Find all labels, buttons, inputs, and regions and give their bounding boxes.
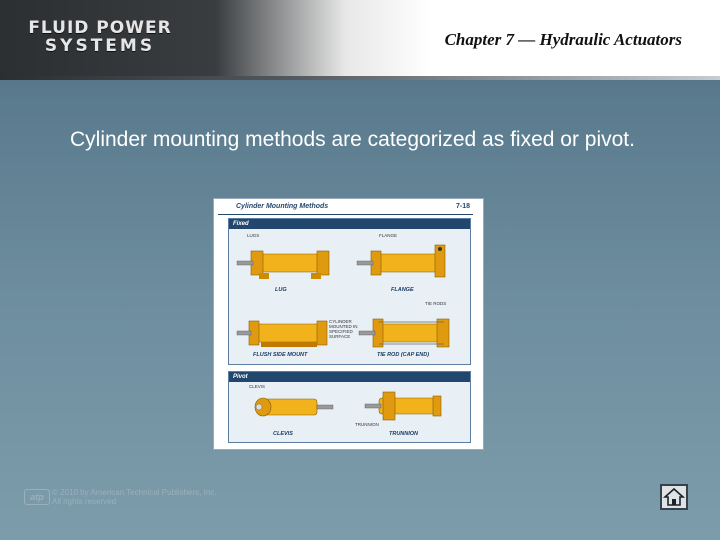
lugs-callout: LUGS (247, 233, 260, 238)
copyright-line2: All rights reserved (52, 497, 117, 506)
home-button[interactable] (660, 484, 688, 510)
home-icon (662, 486, 686, 508)
pivot-panel-label: Pivot (229, 372, 470, 382)
clevis-callout: CLEVIS (249, 384, 266, 389)
copyright-line1: © 2010 by American Technical Publishers, Inc. (52, 488, 217, 497)
figure-title: Cylinder Mounting Methods (236, 203, 329, 210)
trunnion-cylinder-drawing (365, 392, 441, 420)
pivot-mounts-illustration (229, 382, 470, 442)
slide-body-text: Cylinder mounting methods are categorized as fixed or pivot. (70, 128, 635, 151)
logo-line1: FLUID POWER (28, 18, 172, 38)
tie-rod-cap-end-label: TIE ROD (CAP END) (377, 352, 430, 358)
surface-callout: CYLINDER MOUNTED IN SPECIFIED SURFACE (329, 319, 358, 339)
fixed-mounts-panel (228, 218, 471, 365)
tie-rod-cylinder-drawing (359, 319, 449, 347)
lug-cylinder-drawing (237, 251, 329, 279)
cylinder-mounting-figure (213, 198, 484, 450)
atp-logo: atp (24, 489, 50, 505)
trunnion-label: TRUNNION (389, 431, 419, 437)
chapter-title: Chapter 7 — Hydraulic Actuators (444, 30, 682, 49)
flange-cylinder-drawing (357, 245, 445, 277)
header-bar (0, 0, 720, 76)
fixed-panel-label: Fixed (229, 219, 470, 229)
copyright-notice (52, 488, 217, 506)
lug-label: LUG (275, 287, 287, 293)
logo-line2: SYSTEMS (44, 36, 156, 56)
trunnion-callout: TRUNNION (355, 422, 379, 427)
fluid-power-systems-logo (20, 20, 180, 55)
clevis-cylinder-drawing (255, 398, 333, 416)
flange-callout: FLANGE (379, 233, 398, 238)
figure-header (218, 202, 473, 215)
flush-side-cylinder-drawing (237, 321, 327, 347)
figure-number: 7-18 (455, 203, 470, 210)
flush-side-mount-label: FLUSH SIDE MOUNT (253, 352, 308, 358)
flange-label: FLANGE (391, 287, 414, 293)
tie-rods-callout: TIE RODS (425, 301, 447, 306)
header-divider (0, 76, 720, 80)
clevis-label: CLEVIS (273, 431, 293, 437)
pivot-mounts-panel (228, 371, 471, 443)
fixed-mounts-illustration (229, 229, 470, 364)
